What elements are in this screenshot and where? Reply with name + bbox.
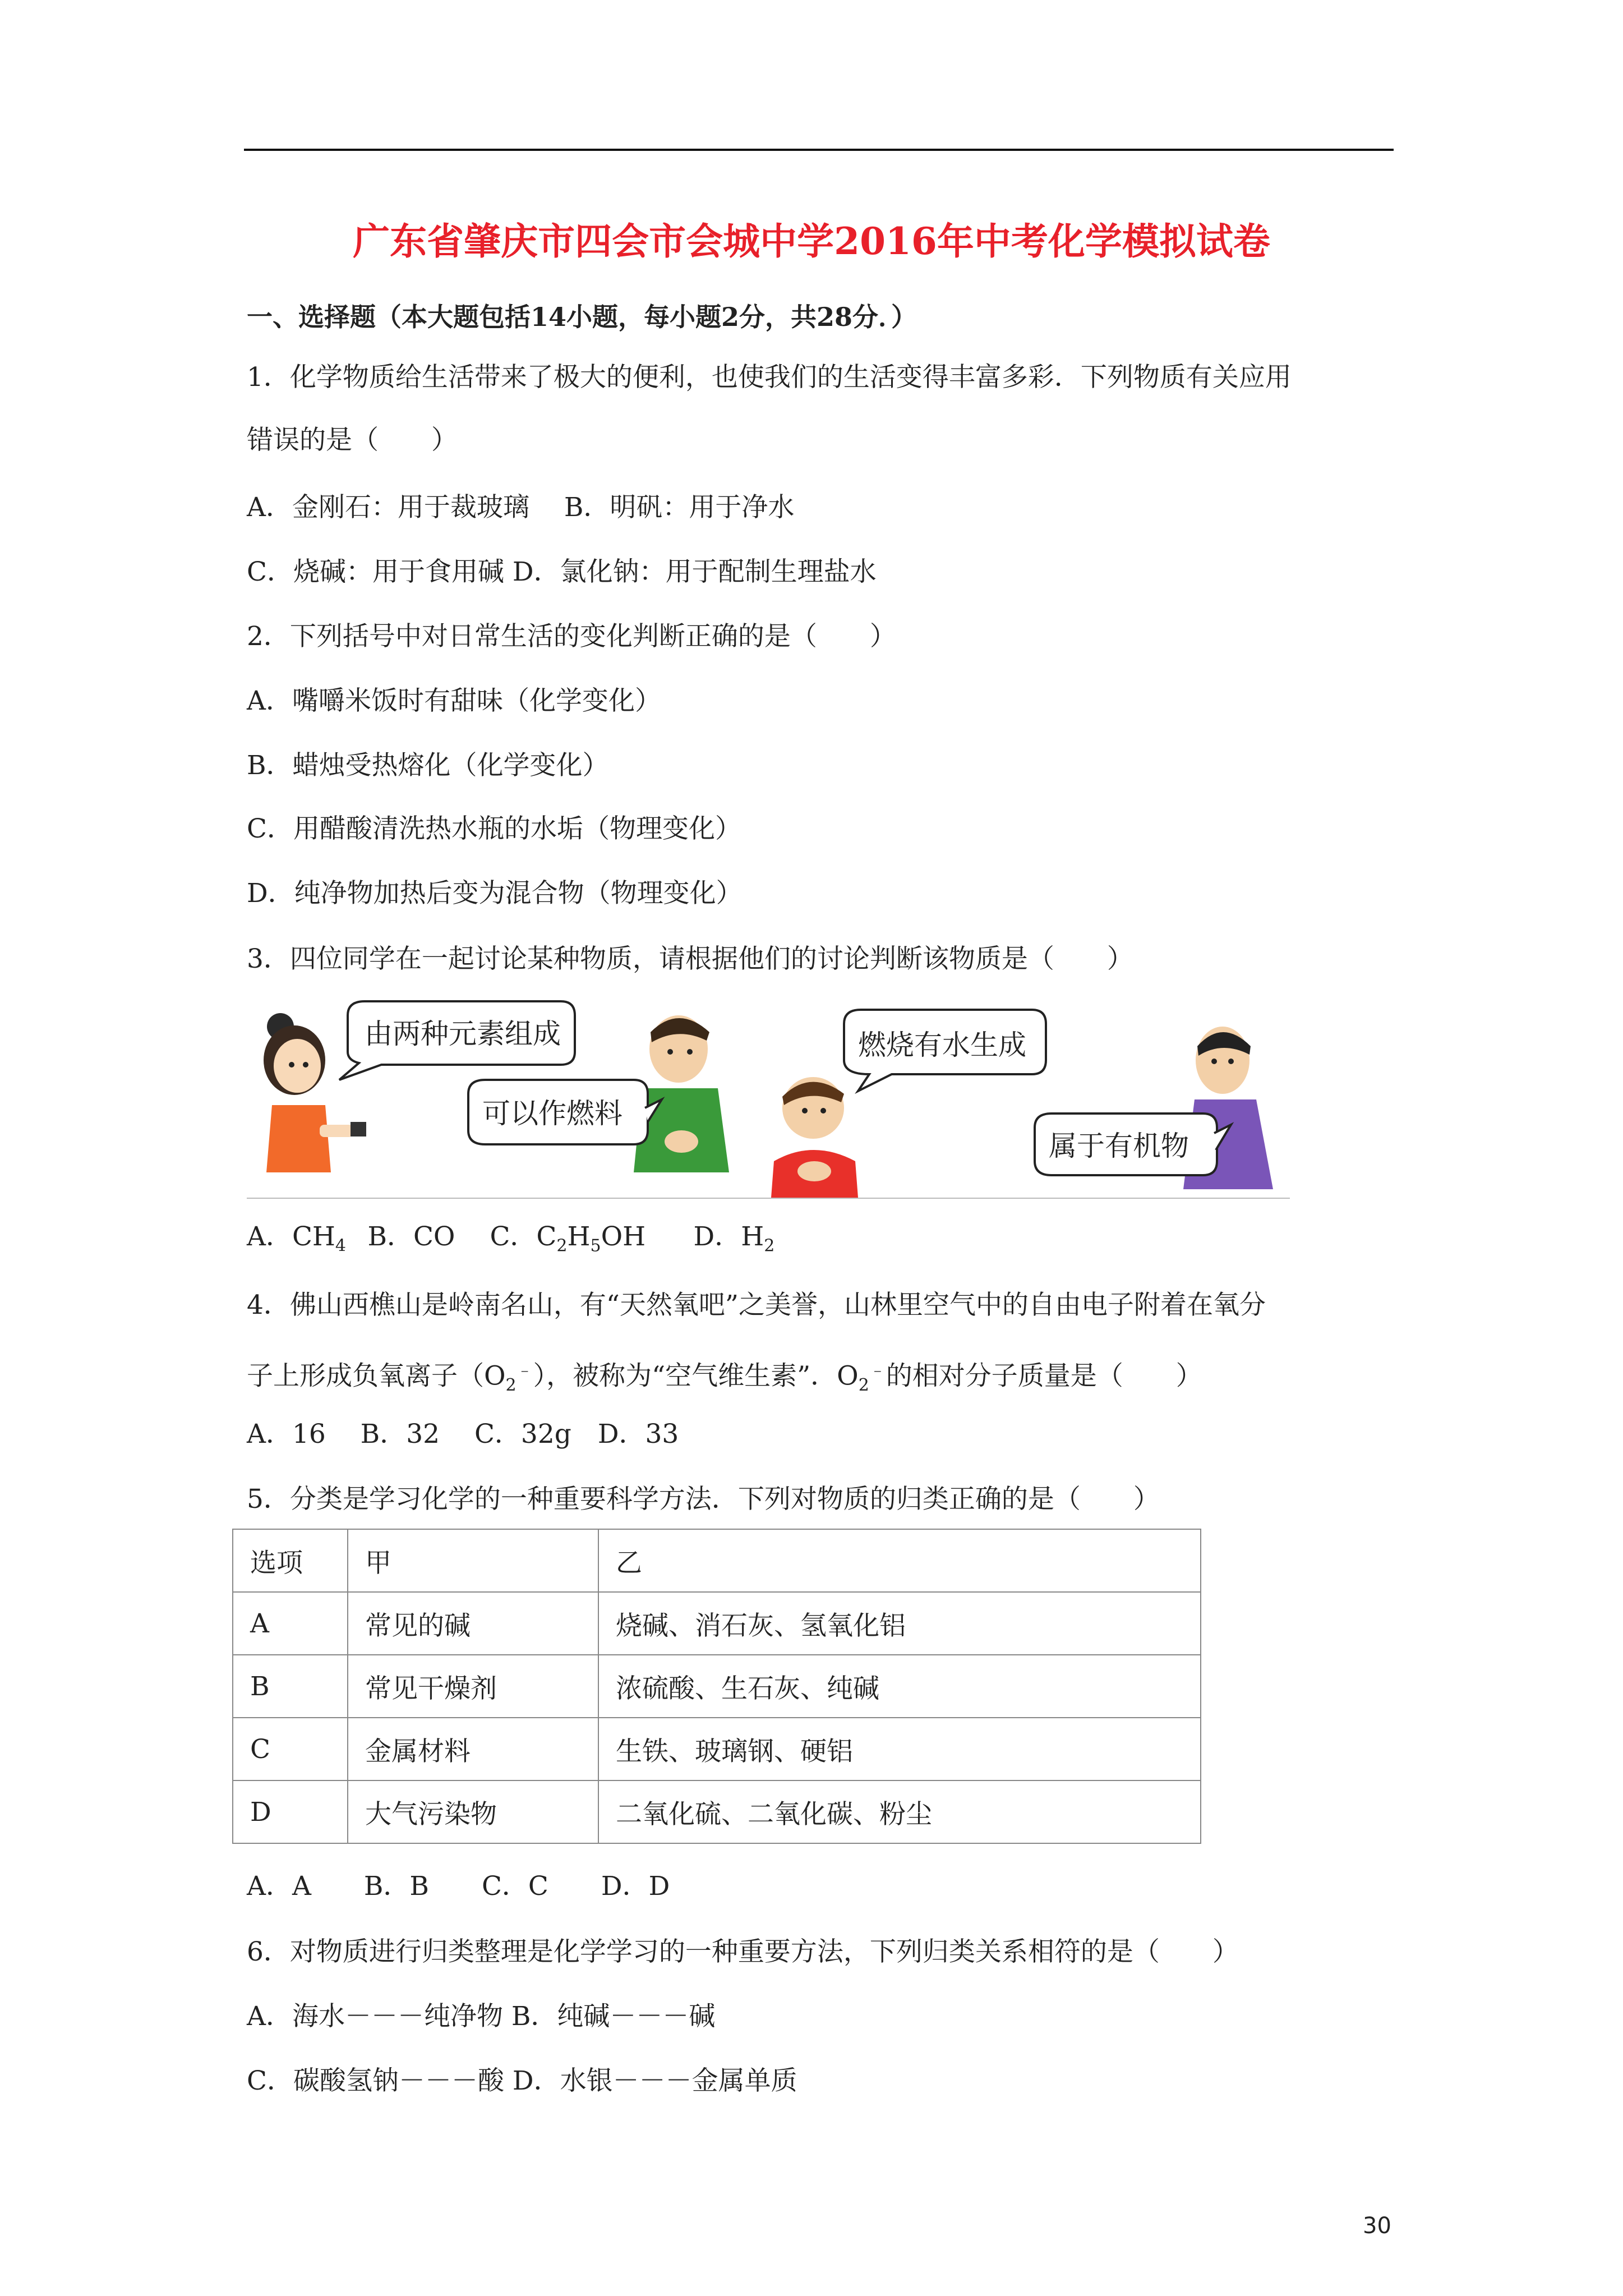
table-cell: B — [233, 1655, 348, 1718]
q4-stem-line2: 子上形成负氧离子$(O_2^﹣)$，被称为“空气维生素”．$O_2^﹣$的相对分子质量是（ ） — [247, 1360, 1202, 1396]
q3-option-c: C．$C_2H_5OH$ — [490, 1221, 646, 1256]
q5-options: A．A B．B C．C D．D — [247, 1871, 670, 1902]
q1-stem-line2: 错误的是（ ） — [247, 425, 458, 455]
q6-stem: 6．对物质进行归类整理是化学学习的一种重要方法，下列归类关系相符的是（ ） — [247, 1936, 1239, 1967]
q1-options-cd: C．烧碱：用于食用碱 D．氯化钠：用于配制生理盐水 — [247, 556, 877, 587]
speech-bubble-1 — [339, 1001, 575, 1080]
q6-options-cd: C．碳酸氢钠－－－酸 D．水银－－－金属单质 — [247, 2065, 797, 2096]
table-cell: 烧碱、消石灰、氢氧化铝 — [598, 1592, 1201, 1655]
section-heading: 一、选择题（本大题包括14小题，每小题2分，共28分．） — [247, 302, 917, 332]
q2-option-b: B．蜡烛受热熔化（化学变化） — [247, 750, 609, 781]
q3-option-d: D．$H_2$ — [693, 1221, 775, 1256]
table-row — [233, 1718, 1201, 1780]
bubble-2-text: 可以作燃料 — [482, 1097, 623, 1130]
table-cell: D — [233, 1780, 348, 1843]
table-cell: A — [233, 1592, 348, 1655]
table-header-cell: 甲 — [348, 1529, 598, 1592]
q5-stem: 5．分类是学习化学的一种重要科学方法．下列对物质的归类正确的是（ ） — [247, 1484, 1160, 1515]
q4-options: A．16 B．32 C．32g D．33 — [247, 1419, 679, 1450]
speech-bubble-3 — [844, 1010, 1046, 1091]
q3-options — [247, 1217, 774, 1266]
header-rule — [244, 149, 1394, 151]
speech-bubble-4 — [1035, 1114, 1231, 1175]
page-title: 广东省肇庆市四会市会城中学2016年中考化学模拟试卷 — [353, 219, 1270, 263]
table-cell: 常见的碱 — [348, 1592, 598, 1655]
speech-bubble-2 — [468, 1080, 662, 1144]
q3-option-b: B．CO — [367, 1221, 455, 1252]
table-cell: 大气污染物 — [348, 1780, 598, 1843]
bubble-1-text: 由两种元素组成 — [365, 1018, 561, 1050]
q2-option-c: C．用醋酸清洗热水瓶的水垢（物理变化） — [247, 813, 741, 844]
table-cell: 金属材料 — [348, 1718, 598, 1780]
bubble-4-text: 属于有机物 — [1049, 1130, 1189, 1162]
q3-discussion-illustration — [247, 993, 1290, 1199]
table-row — [233, 1780, 1201, 1843]
q2-stem: 2．下列括号中对日常生活的变化判断正确的是（ ） — [247, 621, 896, 652]
boy-red-figure — [771, 1077, 858, 1198]
bubble-3-text: 燃烧有水生成 — [858, 1029, 1026, 1061]
q3-option-a: A．$CH_4$ — [247, 1221, 346, 1256]
table-cell: 二氧化硫、二氧化碳、粉尘 — [598, 1780, 1201, 1843]
table-cell: 浓硫酸、生石灰、纯碱 — [598, 1655, 1201, 1718]
q5-classification-table — [232, 1529, 1201, 1844]
q1-options-ab: A．金刚石：用于裁玻璃 B．明矾：用于净水 — [247, 492, 795, 523]
table-header-cell: 选项 — [233, 1529, 348, 1592]
page-number: 30 — [1363, 2213, 1391, 2239]
table-row — [233, 1655, 1201, 1718]
table-cell: C — [233, 1718, 348, 1780]
table-cell: 生铁、玻璃钢、硬铝 — [598, 1718, 1201, 1780]
table-cell: 常见干燥剂 — [348, 1655, 598, 1718]
q3-stem: 3．四位同学在一起讨论某种物质，请根据他们的讨论判断该物质是（ ） — [247, 944, 1133, 974]
table-row — [233, 1592, 1201, 1655]
q4-stem-line1: 4．佛山西樵山是岭南名山，有“天然氧吧”之美誉，山林里空气中的自由电子附着在氧分 — [247, 1290, 1266, 1320]
q6-options-ab: A．海水－－－纯净物 B．纯碱－－－碱 — [247, 2001, 716, 2032]
table-header-cell: 乙 — [598, 1529, 1201, 1592]
q1-stem-line1: 1．化学物质给生活带来了极大的便利，也使我们的生活变得丰富多彩．下列物质有关应用 — [247, 362, 1292, 393]
q2-option-d: D．纯净物加热后变为混合物（物理变化） — [247, 878, 743, 909]
q2-option-a: A．嘴嚼米饭时有甜味（化学变化） — [247, 685, 661, 716]
table-header-row — [233, 1529, 1201, 1592]
